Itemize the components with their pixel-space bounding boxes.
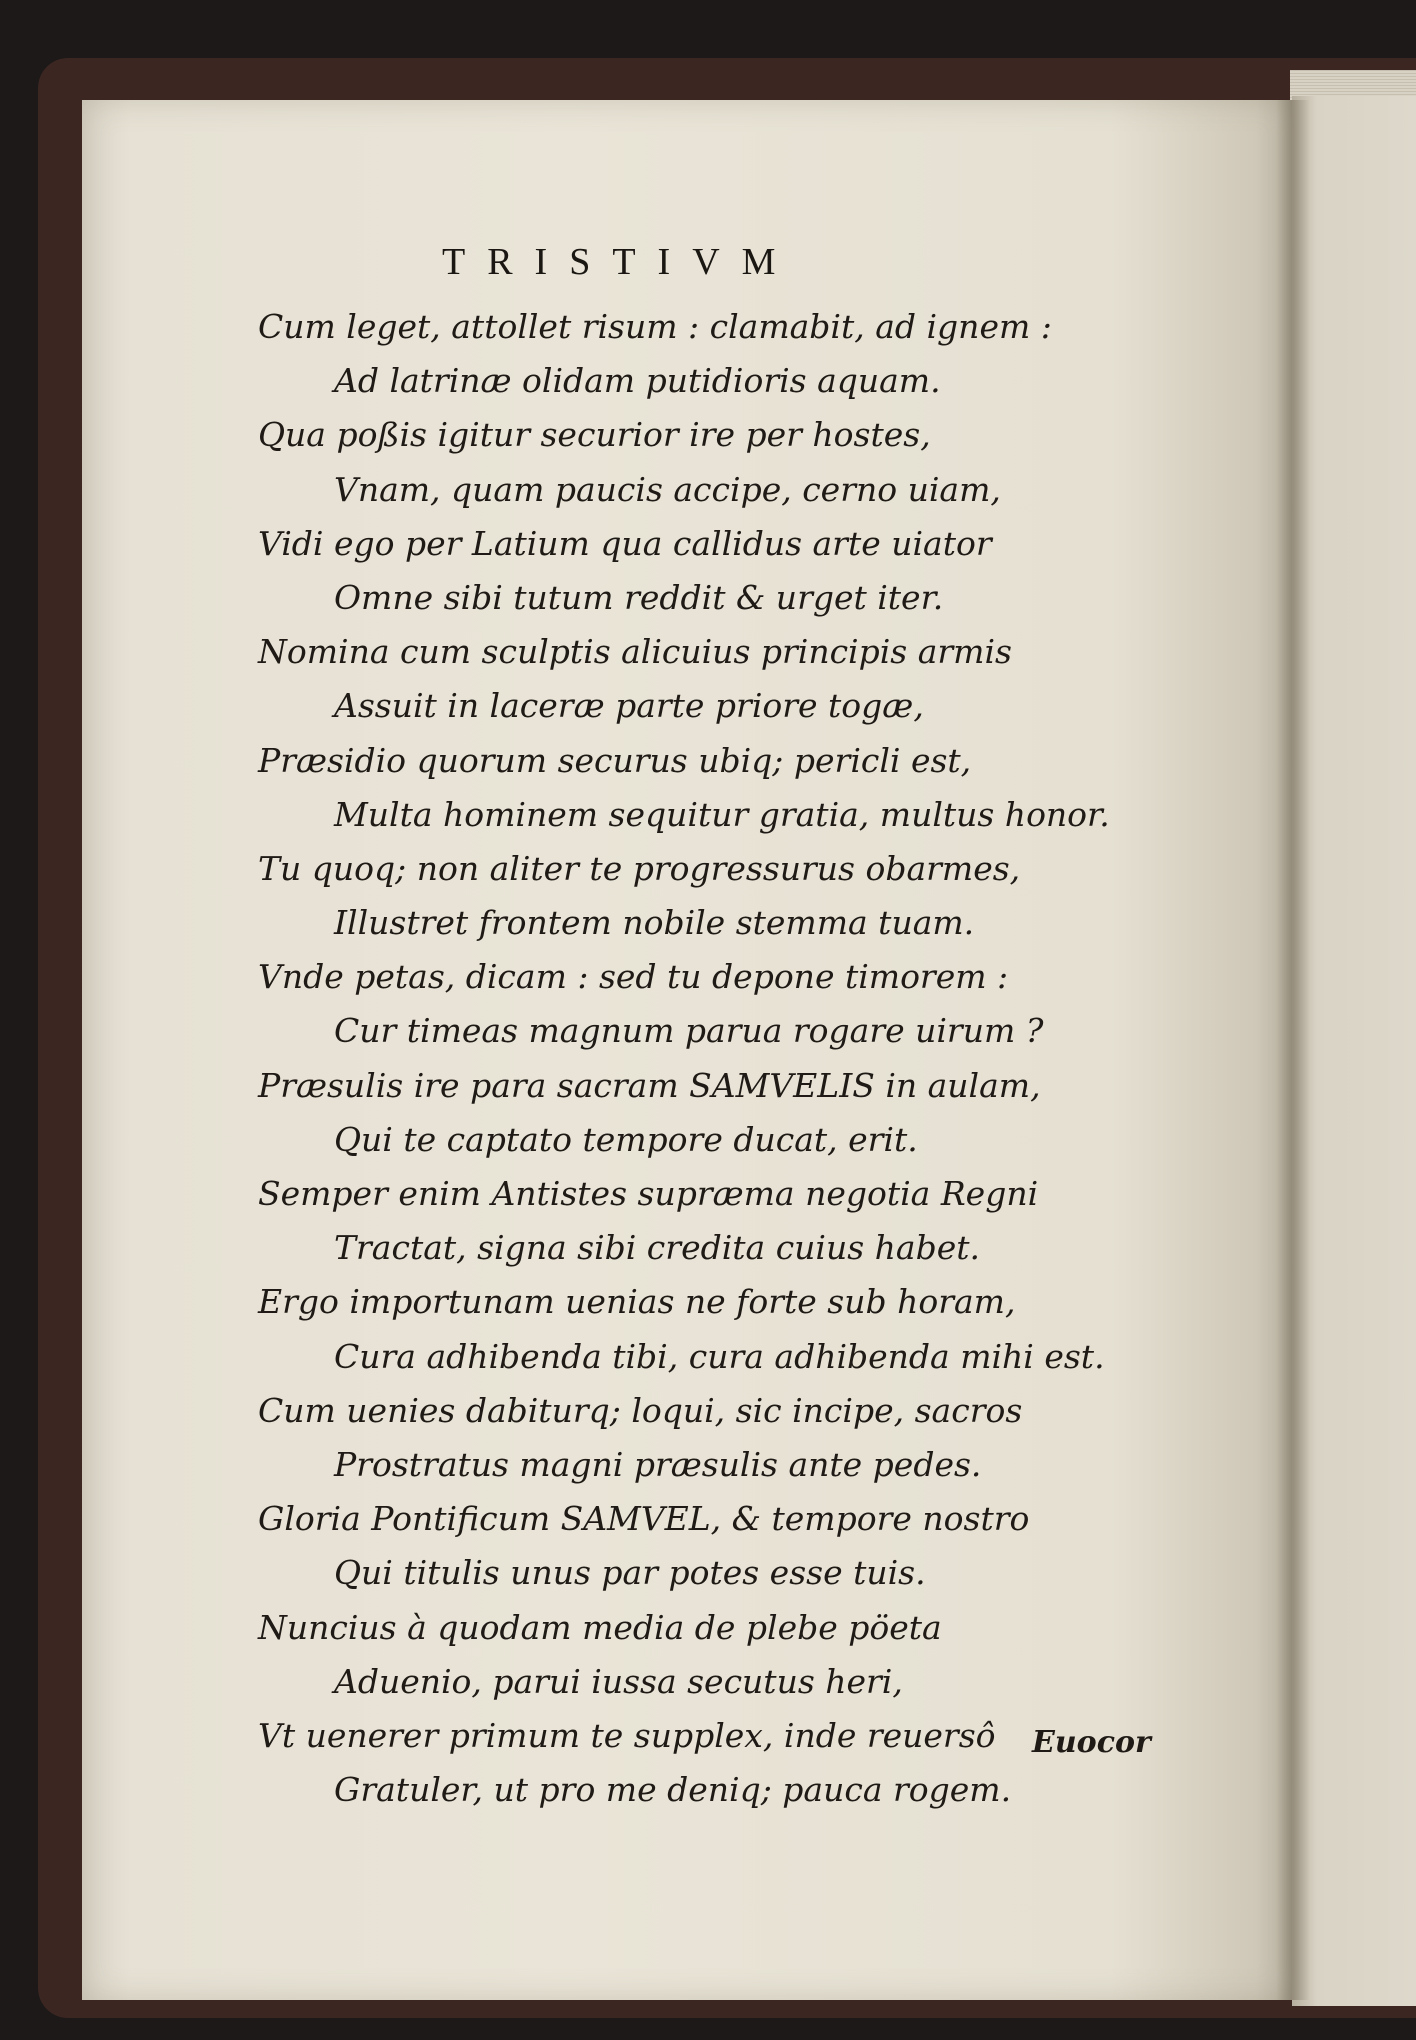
verse-line: Assuit in laceræ parte priore togæ,: [334, 686, 924, 726]
verse-line: Qui te captato tempore ducat, erit.: [334, 1119, 918, 1159]
catchword: Euocor: [1032, 1725, 1151, 1760]
verse-line: Illustret frontem nobile stemma tuam.: [334, 903, 975, 943]
verse-line: Gloria Pontificum SAMVEL, & tempore nostro: [258, 1499, 1030, 1539]
verse-line: Vidi ego per Latium qua callidus arte uiator: [258, 523, 992, 563]
verse-line: Cum uenies dabiturq; loqui, sic incipe, sacros: [258, 1390, 1023, 1430]
verse-line: Vt uenerer primum te supplex, inde reuersô: [258, 1715, 996, 1755]
verse-line: Vnde petas, dicam : sed tu depone timorem :: [258, 957, 1009, 997]
verse-line: Ad latrinæ olidam putidioris aquam.: [334, 361, 941, 401]
verse-line: Qui titulis unus par potes esse tuis.: [334, 1553, 926, 1593]
verse-line: Tractat, signa sibi credita cuius habet.: [334, 1228, 980, 1268]
verse-line: Qua poßis igitur securior ire per hostes,: [258, 415, 931, 455]
verse-line: Nuncius à quodam media de plebe pöeta: [258, 1607, 942, 1647]
gutter-shadow: [1276, 100, 1310, 2000]
verse-line: Cura adhibenda tibi, cura adhibenda mihi est.: [334, 1336, 1105, 1376]
verse-line: Præsulis ire para sacram SAMVELIS in aulam,: [258, 1065, 1041, 1105]
verse-line: Præsidio quorum securus ubiq; pericli est,: [258, 740, 972, 780]
verse-line: Aduenio, parui iussa secutus heri,: [334, 1661, 903, 1701]
verse-line: Semper enim Antistes supræma negotia Regni: [258, 1174, 1039, 1213]
verse-line: Cum leget, attollet risum : clamabit, ad ignem :: [258, 307, 1052, 346]
verse-line: Omne sibi tutum reddit & urget iter.: [334, 577, 944, 617]
verse-line: Ergo importunam uenias ne forte sub horam,: [258, 1282, 1016, 1322]
verse-line: Nomina cum sculptis alicuius principis armis: [258, 632, 1012, 672]
verse-line: Prostratus magni præsulis ante pedes.: [334, 1444, 982, 1484]
verse-line: Gratuler, ut pro me deniq; pauca rogem.: [334, 1770, 1012, 1810]
verse-line: Cur timeas magnum parua rogare uirum ?: [334, 1011, 1044, 1051]
facing-page: [1292, 96, 1416, 2006]
verse-line: Tu quoq; non aliter te progressurus obarmes,: [258, 848, 1021, 888]
verse-lines: [258, 300, 1258, 1817]
verse-line: Multa hominem sequitur gratia, multus honor.: [334, 794, 1110, 834]
verse-line: Vnam, quam paucis accipe, cerno uiam,: [334, 469, 1001, 509]
running-head: TRISTIVM: [442, 241, 798, 283]
left-page: [82, 100, 1292, 2000]
